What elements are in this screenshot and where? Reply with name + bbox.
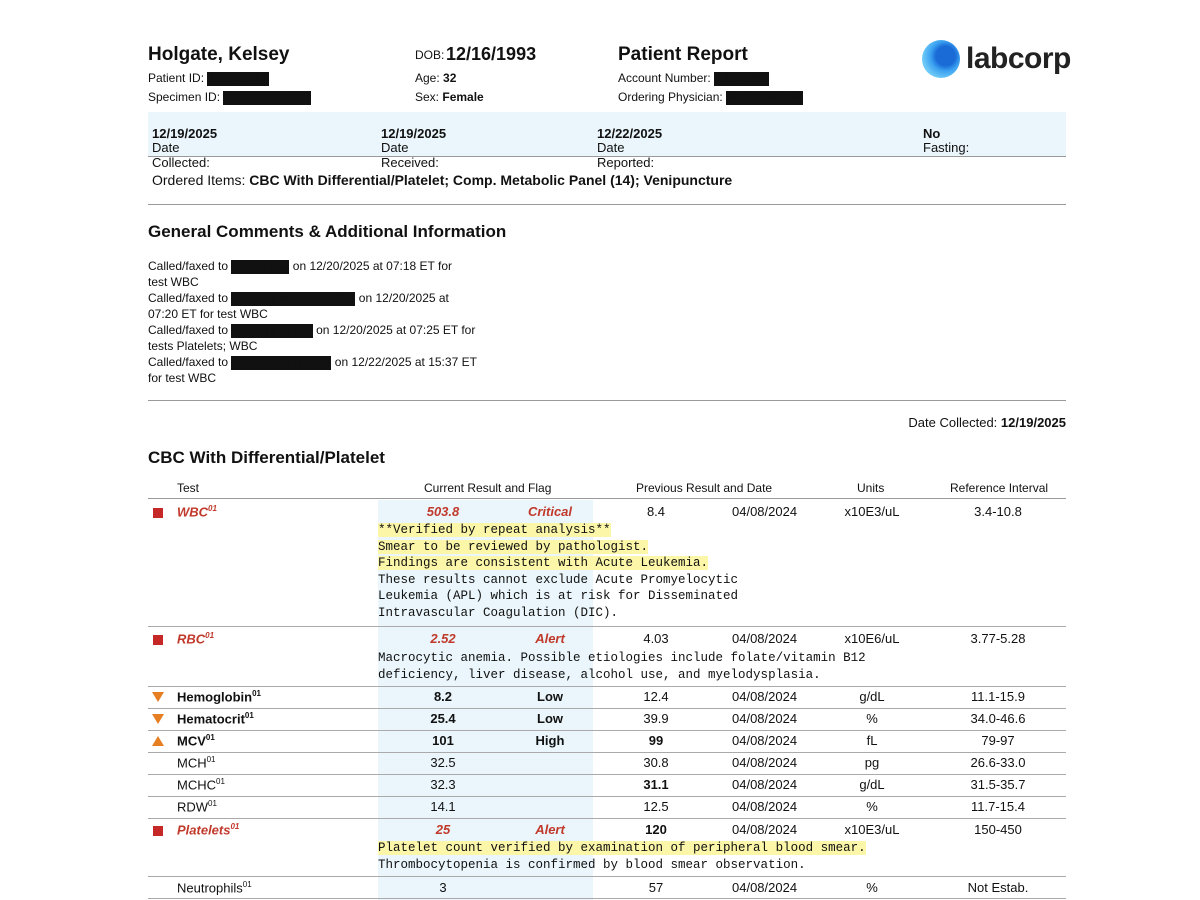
low-flag-icon <box>152 692 164 702</box>
prev-rbc: 4.03 <box>643 631 669 646</box>
row-divider <box>148 752 1066 753</box>
report-title: Patient Report <box>618 44 748 65</box>
ref-wbc: 3.4-10.8 <box>974 504 1022 519</box>
divider <box>148 400 1066 401</box>
test-name-hematocrit: Hematocrit$^{01}$ <box>177 711 254 727</box>
prev-rdw: 12.5 <box>643 799 669 814</box>
labcorp-logo: labcorp <box>922 40 1071 78</box>
row-divider <box>148 708 1066 709</box>
row-divider <box>148 730 1066 731</box>
prev-date-neutrophils: 04/08/2024 <box>732 880 798 895</box>
flag-mcv: High <box>535 733 565 748</box>
flag-hematocrit: Low <box>537 711 563 726</box>
prev-mch: 30.8 <box>643 755 669 770</box>
test-name-neutrophils: Neutrophils$^{01}$ <box>177 880 252 896</box>
prev-date-hemoglobin: 04/08/2024 <box>732 689 798 704</box>
units-mcv: fL <box>866 733 878 748</box>
result-platelets: 25 <box>435 822 451 837</box>
ordered-items: Ordered Items: CBC With Differential/Platelet; Comp. Metabolic Panel (14); Venipuncture <box>152 172 733 188</box>
date-collected: Date Collected: 12/19/2025 <box>152 126 218 170</box>
test-name-wbc: WBC$^{01}$ <box>177 504 217 520</box>
th-units: Units <box>857 481 885 495</box>
account-line: Account Number: 12343250 <box>618 71 769 85</box>
test-name-mchc: MCHC$^{01}$ <box>177 777 225 793</box>
test-name-hemoglobin: Hemoglobin$^{01}$ <box>177 689 262 705</box>
patient-id-value: 129579967 <box>208 71 269 85</box>
comment-entry: Called/faxed to Esperanza N PCR on 12/22/2025 at 15:37 ET for test WBC <box>148 355 477 385</box>
ref-rdw: 11.7-15.4 <box>971 799 1025 814</box>
wbc-notes: **Verified by repeat analysis** Smear to be reviewed by pathologist. Findings are consistent with Acute Leukemia. These results cannot exclude Acute Promyelocytic Leukemia (APL) which is at risk for Disseminated Intravascular Coagulation (DIC). <box>378 523 739 620</box>
low-flag-icon <box>152 714 164 724</box>
row-divider <box>148 898 1066 899</box>
comment-entry: Called/faxed to terri m csa on 12/20/2025 at 07:18 ET for test WBC <box>148 259 452 289</box>
prev-platelets: 120 <box>645 822 667 837</box>
dob-value: 12/16/1993 <box>446 44 537 64</box>
result-mcv: 101 <box>432 733 454 748</box>
table-header-line <box>148 498 1066 499</box>
cbc-title: CBC With Differential/Platelet <box>148 448 385 467</box>
test-name-rdw: RDW$^{01}$ <box>177 799 217 815</box>
row-divider <box>148 686 1066 687</box>
prev-date-wbc: 04/08/2024 <box>732 504 798 519</box>
flag-rbc: Alert <box>535 631 565 646</box>
units-hematocrit: % <box>866 711 878 726</box>
result-rbc: 2.52 <box>430 631 456 646</box>
result-neutrophils: 3 <box>439 880 447 895</box>
platelets-notes: Platelet count verified by examination of peripheral blood smear. Thrombocytopenia is confirmed by blood smear observation. <box>378 841 866 872</box>
th-test: Test <box>177 481 200 495</box>
result-rdw: 14.1 <box>430 799 456 814</box>
date-received: Date Received: 12/19/2025 <box>381 126 447 170</box>
critical-flag-icon <box>153 508 163 518</box>
flag-hemoglobin: Low <box>537 689 563 704</box>
units-mch: pg <box>864 755 880 770</box>
ref-mch: 26.6-33.0 <box>970 755 1026 770</box>
comment-entry: Called/faxed to michelle m csa on 12/20/2025 at 07:25 ET for tests Platelets; WBC <box>148 323 476 353</box>
alert-flag-icon <box>153 635 163 645</box>
prev-hemoglobin: 12.4 <box>643 689 669 704</box>
units-neutrophils: % <box>866 880 878 895</box>
prev-date-mcv: 04/08/2024 <box>732 733 798 748</box>
physician-value: A ROBINSON <box>727 90 802 104</box>
th-current: Current Result and Flag <box>424 481 552 495</box>
comment-entry: Called/faxed to Daniella Morrison CSR on 12/20/2025 at 07:20 ET for test WBC <box>148 291 449 321</box>
ref-neutrophils: Not Estab. <box>967 880 1029 895</box>
units-hemoglobin: g/dL <box>859 689 885 704</box>
patient-id-line: Patient ID: 129579967 <box>148 71 269 85</box>
date-reported: Date Reported: 12/22/2025 <box>597 126 663 170</box>
ref-rbc: 3.77-5.28 <box>970 631 1026 646</box>
prev-date-mch: 04/08/2024 <box>732 755 798 770</box>
row-divider <box>148 876 1066 877</box>
divider <box>148 204 1066 205</box>
specimen-id-line: Specimen ID: 353-059-9514-0 <box>148 90 310 104</box>
result-mch: 32.5 <box>430 755 456 770</box>
prev-date-hematocrit: 04/08/2024 <box>732 711 798 726</box>
row-divider <box>148 796 1066 797</box>
prev-date-mchc: 04/08/2024 <box>732 777 798 792</box>
comments-block <box>148 258 478 386</box>
th-reference: Reference Interval <box>950 481 1049 495</box>
test-name-mcv: MCV$^{01}$ <box>177 733 215 749</box>
test-name-mch: MCH$^{01}$ <box>177 755 216 771</box>
test-name-rbc: RBC$^{01}$ <box>177 631 215 647</box>
ref-mcv: 79-97 <box>981 733 1015 748</box>
alert-flag-icon <box>153 826 163 836</box>
dob-label: DOB: <box>415 48 445 62</box>
patient-name: Holgate, Kelsey <box>148 44 290 65</box>
test-name-platelets: Platelets$^{01}$ <box>177 822 240 838</box>
fasting: Fasting: No <box>923 126 970 155</box>
prev-mchc: 31.1 <box>643 777 669 792</box>
physician-line: Ordering Physician: A ROBINSON <box>618 90 802 104</box>
specimen-id-value: 353-059-9514-0 <box>224 90 310 104</box>
units-rdw: % <box>866 799 878 814</box>
rbc-notes: Macrocytic anemia. Possible etiologies include folate/vitamin B12 deficiency, liver disease, alcohol use, and myelodysplasia. <box>378 651 866 682</box>
result-wbc: 503.8 <box>426 504 460 519</box>
result-hemoglobin: 8.2 <box>433 689 453 704</box>
prev-neutrophils: 57 <box>648 880 664 895</box>
units-mchc: g/dL <box>859 777 885 792</box>
labcorp-logo-icon <box>922 40 960 78</box>
dates-band <box>148 112 1066 170</box>
units-rbc: x10E6/uL <box>844 631 900 646</box>
prev-date-rdw: 04/08/2024 <box>732 799 798 814</box>
sex-line: Sex: Female <box>415 90 484 104</box>
prev-date-rbc: 04/08/2024 <box>732 631 798 646</box>
prev-mcv: 99 <box>648 733 664 748</box>
account-value: 12343250 <box>715 71 769 85</box>
result-mchc: 32.3 <box>430 777 456 792</box>
row-divider <box>148 626 1066 627</box>
high-flag-icon <box>152 736 164 746</box>
flag-wbc: Critical <box>527 504 573 519</box>
units-wbc: x10E3/uL <box>844 504 900 519</box>
age-line: Age: 32 <box>415 71 457 85</box>
ref-mchc: 31.5-35.7 <box>970 777 1026 792</box>
ref-hematocrit: 34.0-46.6 <box>970 711 1026 726</box>
row-divider <box>148 774 1066 775</box>
row-divider <box>148 818 1066 819</box>
prev-hematocrit: 39.9 <box>643 711 669 726</box>
th-previous: Previous Result and Date <box>636 481 773 495</box>
cbc-date-collected: Date Collected: 12/19/2025 <box>908 415 1066 430</box>
ref-hemoglobin: 11.1-15.9 <box>971 689 1025 704</box>
prev-wbc: 8.4 <box>646 504 666 519</box>
result-hematocrit: 25.4 <box>430 711 456 726</box>
flag-platelets: Alert <box>535 822 565 837</box>
units-platelets: x10E3/uL <box>844 822 900 837</box>
ref-platelets: 150-450 <box>974 822 1022 837</box>
prev-date-platelets: 04/08/2024 <box>732 822 798 837</box>
comments-title: General Comments & Additional Information <box>148 222 507 241</box>
